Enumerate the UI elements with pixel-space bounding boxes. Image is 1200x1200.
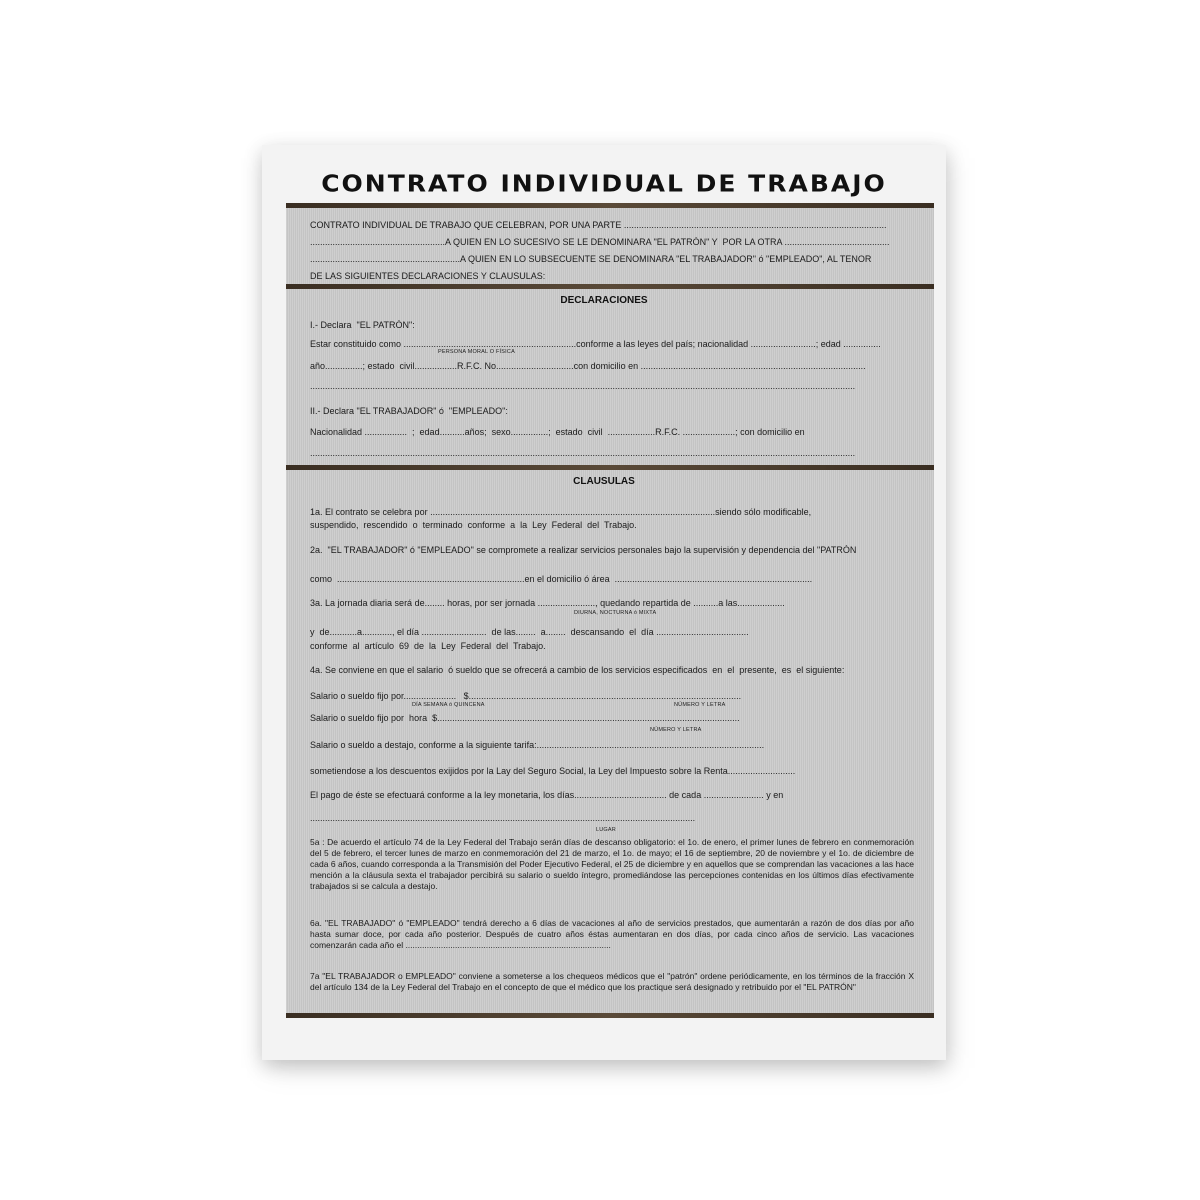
declara-patron: I.- Declara "EL PATRÓN": [310, 320, 415, 330]
clausula-4-line-1: 4a. Se conviene en que el salario ó sueldo que se ofrecerá a cambio de los servicios especificados en el presente, es el siguiente: [310, 665, 845, 675]
clausula-3-line-3: conforme al artículo 69 de la Ley Federal del Trabajo. [310, 641, 546, 651]
clausula-7: 7a "EL TRABAJADOR o EMPLEADO" conviene a someterse a los chequeos médicos que el "patrón" ordene periódicamente, en los términos de la fracción X del artículo 134 de la Ley Federal del Trabajo en el concepto de que el médico que los practique será designado y retribuido por el "EL PATRÓN" [310, 971, 914, 992]
clausula-5: 5a : De acuerdo el artículo 74 de la Ley Federal del Trabajo serán días de descanso obligatorio: el 1o. de enero, el primer lunes de febrero en conmemoración del 5 de febrero, el tercer lunes de marzo en conmemoración del 21 de marzo, el 1o. de mayo; el 16 de septiembre, 20 de noviembre y el 1o. de diciembre de cada 6 años, cuando corresponda a la Transmisión del Poder Ejecutivo Federal, el 25 de diciembre y en aquellos que se comprendan las vacaciones a las hace mención a la cláusula sexta el trabajador percibirá su salario o sueldo íntegro, promediándose las percepciones contenidas en los últimos días efectivamente trabajados si se calcula a destajo. [310, 837, 914, 891]
divider-bottom [286, 1013, 934, 1018]
trabajador-datos: Nacionalidad ................. ; edad..........años; sexo...............; estado civil ...................R.F.C. .....................; con domicilio en [310, 427, 805, 437]
patron-rfc: año...............; estado civil.................R.F.C. No...............................con domicilio en .......................................................................................... [310, 361, 866, 371]
clausula-3-line-1: 3a. La jornada diaria será de........ horas, por ser jornada ......................., quedando repartida de ..........a las................... [310, 598, 785, 608]
document-title: CONTRATO INDIVIDUAL DE TRABAJO [321, 170, 887, 197]
label-periodo: DÍA SEMANA ó QUINCENA [412, 702, 485, 708]
clausula-3-line-2: y de...........a............, el día .......................... de las........ a........ descansando el día ..................................... [310, 627, 749, 637]
salario-hora: Salario o sueldo fijo por hora $......................................................................................................................... [310, 713, 740, 723]
clausula-6: 6a. "EL TRABAJADO" ó "EMPLEADO" tendrá derecho a 6 días de vacaciones al año de servicios prestados, que aumentarán a razón de dos días por año hasta sumar doce, por cada año posterior. Después de cuatro años éstas aumentaran en dos días, por cada cinco años de servicio. Las vacaciones comenzarán cada año el ....................................................................................... [310, 918, 914, 950]
clausula-2-line-1: 2a. "EL TRABAJADOR" ó "EMPLEADO" se compromete a realizar servicios personales bajo la supervisión y dependencia del "PATRÓN [310, 545, 857, 555]
declaraciones-heading: DECLARACIONES [560, 295, 648, 306]
trabajador-domicilio-line: .......................................................................................................................................................................................................................... [310, 448, 856, 458]
lugar-line: .......................................................................................................................................................... [310, 813, 696, 823]
contract-sheet [262, 145, 946, 1060]
declaraciones-section [286, 289, 934, 465]
patron-domicilio-line: .......................................................................................................................................................................................................................... [310, 381, 856, 391]
patron-constituido: Estar constituido como .....................................................................conforme a las leyes del país; nacionalidad ..........................; edad ............... [310, 339, 881, 349]
label-lugar: LUGAR [596, 827, 616, 833]
clausula-1-line-2: suspendido, rescendido o terminado conforme a la Ley Federal del Trabajo. [310, 520, 637, 530]
descuentos: sometiendose a los descuentos exijidos por la Lay del Seguro Social, la Ley del Impuesto sobre la Renta........................... [310, 766, 796, 776]
intro-line-3: ............................................................A QUIEN EN LO SUBSECUENTE SE DENOMINARA "EL TRABAJADOR" ó "EMPLEADO", AL TENOR [310, 254, 872, 264]
intro-line-4: DE LAS SIGUIENTES DECLARACIONES Y CLAUSULAS: [310, 271, 546, 281]
clausula-2-line-2: como ...........................................................................en el domicilio ó área ............................................................................... [310, 574, 813, 584]
salario-destajo: Salario o sueldo a destajo, conforme a la siguiente tarifa:........................................................................................... [310, 740, 765, 750]
pago-dias: El pago de éste se efectuará conforme a la ley monetaria, los días..................................... de cada ........................ y en [310, 790, 784, 800]
declara-trabajador: II.- Declara "EL TRABAJADOR" ó "EMPLEADO": [310, 406, 508, 416]
clausula-1-line-1: 1a. El contrato se celebra por ..................................................................................................................siendo sólo modificable, [310, 507, 812, 517]
salario-fijo: Salario o sueldo fijo por..................... $............................................................................................................. [310, 691, 742, 701]
intro-line-2: ......................................................A QUIEN EN LO SUCESIVO SE LE DENOMINARA "EL PATRÓN" Y POR LA OTRA .......................................... [310, 237, 890, 247]
label-numero-letra-1: NÚMERO Y LETRA [674, 702, 726, 708]
label-persona-moral: PERSONA MORAL O FÍSICA [438, 349, 515, 355]
clausulas-heading: CLAUSULAS [573, 476, 635, 487]
intro-line-1: CONTRATO INDIVIDUAL DE TRABAJO QUE CELEBRAN, POR UNA PARTE ......................................................................................................... [310, 220, 887, 230]
label-jornada: DIURNA, NOCTURNA ó MIXTA [574, 610, 657, 616]
label-numero-letra-2: NÚMERO Y LETRA [650, 727, 702, 733]
